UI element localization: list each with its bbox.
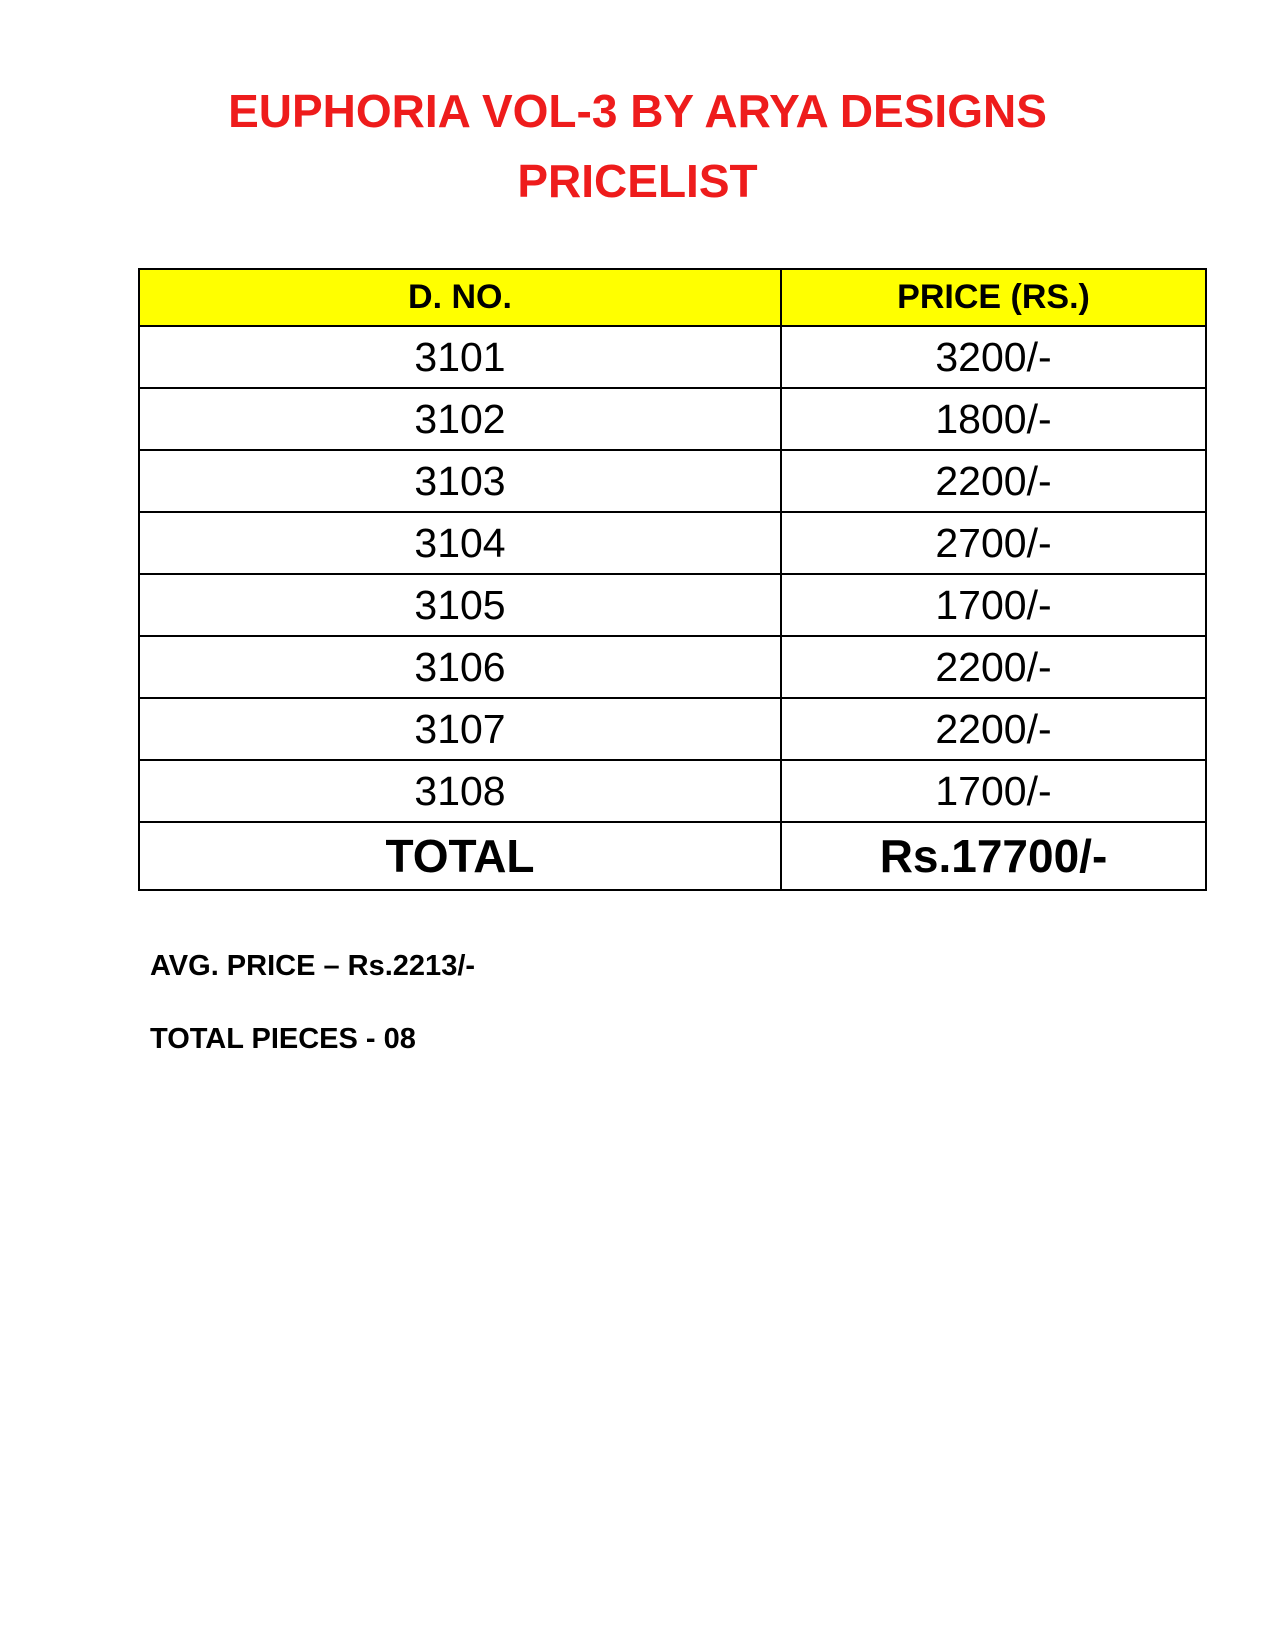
- column-header-dno: D. NO.: [139, 269, 781, 326]
- table-row: [139, 326, 1206, 388]
- total-label: TOTAL: [139, 822, 781, 890]
- price-cell: 3200/-: [781, 326, 1206, 388]
- price-cell: 2200/-: [781, 698, 1206, 760]
- design-number-cell: 3106: [139, 636, 781, 698]
- design-number-cell: 3107: [139, 698, 781, 760]
- page-title: EUPHORIA VOL-3 BY ARYA DESIGNS: [228, 85, 1047, 137]
- price-table: [138, 268, 1207, 891]
- page-subtitle: PRICELIST: [517, 155, 758, 207]
- price-cell: 2200/-: [781, 450, 1206, 512]
- design-number-cell: 3104: [139, 512, 781, 574]
- design-number-cell: 3101: [139, 326, 781, 388]
- table-row: [139, 636, 1206, 698]
- average-price-note: AVG. PRICE – Rs.2213/-: [150, 950, 476, 982]
- price-cell: 2700/-: [781, 512, 1206, 574]
- total-value: Rs.17700/-: [781, 822, 1206, 890]
- total-pieces-note: TOTAL PIECES - 08: [150, 1023, 416, 1055]
- column-header-price: PRICE (RS.): [781, 269, 1206, 326]
- table-row: [139, 388, 1206, 450]
- design-number-cell: 3108: [139, 760, 781, 822]
- price-cell: 1700/-: [781, 574, 1206, 636]
- table-header-row: [139, 269, 1206, 326]
- design-number-cell: 3102: [139, 388, 781, 450]
- design-number-cell: 3103: [139, 450, 781, 512]
- design-number-cell: 3105: [139, 574, 781, 636]
- price-cell: 1700/-: [781, 760, 1206, 822]
- table-row: [139, 574, 1206, 636]
- price-cell: 1800/-: [781, 388, 1206, 450]
- total-row: [139, 822, 1206, 890]
- table-row: [139, 450, 1206, 512]
- table-row: [139, 512, 1206, 574]
- price-cell: 2200/-: [781, 636, 1206, 698]
- table-row: [139, 698, 1206, 760]
- table-row: [139, 760, 1206, 822]
